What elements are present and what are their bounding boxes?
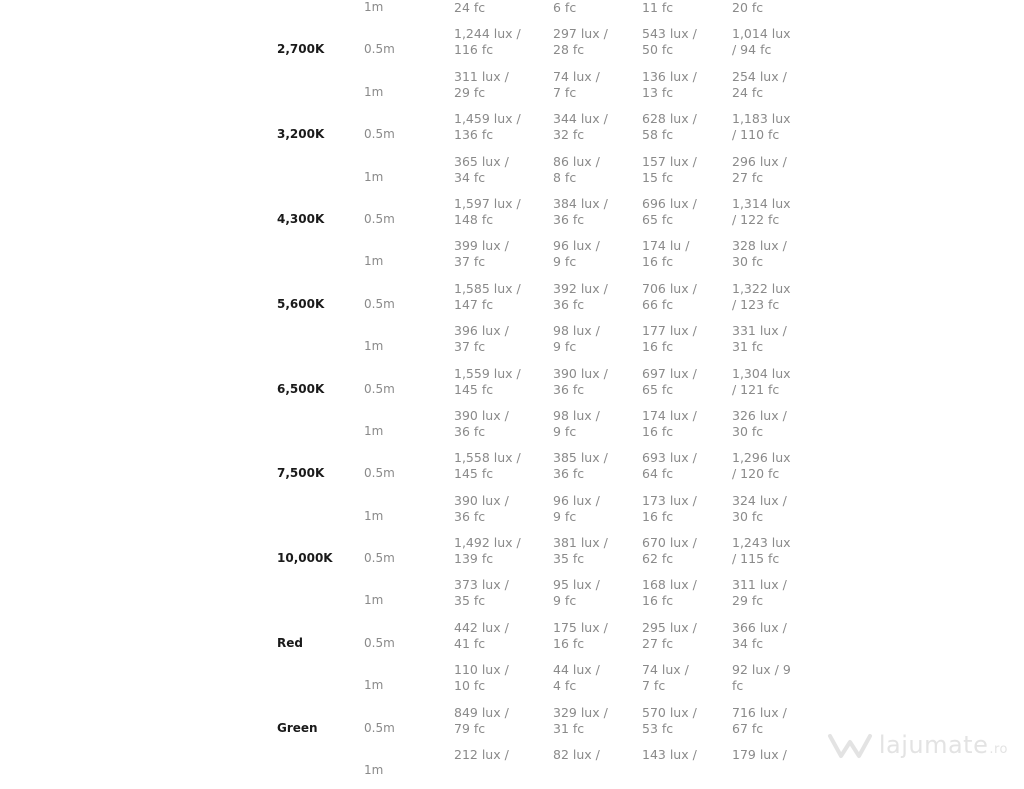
distance-cell: 1m <box>364 169 384 184</box>
illuminance-col4-cell: 1,322 lux / 123 fc <box>732 280 791 312</box>
illuminance-col3-cell: 11 fc <box>642 0 674 15</box>
illuminance-col1-cell: 1,559 lux / 145 fc <box>454 365 521 397</box>
illuminance-col4-cell: 179 lux / <box>732 747 787 763</box>
color-temperature-cell: Red <box>277 635 303 650</box>
illuminance-col1-cell: 110 lux / 10 fc <box>454 662 509 694</box>
table-row <box>0 26 1024 68</box>
color-temperature-cell: Green <box>277 720 318 735</box>
illuminance-col2-cell: 392 lux / 36 fc <box>553 280 608 312</box>
distance-cell: 0.5m <box>364 551 395 566</box>
distance-cell: 0.5m <box>364 296 395 311</box>
illuminance-col2-cell: 385 lux / 36 fc <box>553 450 608 482</box>
distance-cell: 1m <box>364 0 384 14</box>
table-row <box>0 0 1024 26</box>
table-row <box>0 69 1024 111</box>
illuminance-col1-cell: 24 fc <box>454 0 486 15</box>
illuminance-col4-cell: 326 lux / 30 fc <box>732 407 787 439</box>
illuminance-col4-cell: 1,183 lux / 110 fc <box>732 111 791 143</box>
illuminance-col2-cell: 175 lux / 16 fc <box>553 619 608 651</box>
illuminance-col3-cell: 696 lux / 65 fc <box>642 195 697 227</box>
illuminance-col1-cell: 1,492 lux / 139 fc <box>454 535 521 567</box>
table-row <box>0 196 1024 238</box>
illuminance-col3-cell: 670 lux / 62 fc <box>642 535 697 567</box>
distance-cell: 1m <box>364 423 384 438</box>
illuminance-col1-cell: 390 lux / 36 fc <box>454 492 509 524</box>
illuminance-col1-cell: 1,558 lux / 145 fc <box>454 450 521 482</box>
illuminance-col1-cell: 311 lux / 29 fc <box>454 68 509 100</box>
illuminance-col1-cell: 396 lux / 37 fc <box>454 323 509 355</box>
table-row <box>0 535 1024 577</box>
illuminance-col3-cell: 177 lux / 16 fc <box>642 323 697 355</box>
illuminance-col3-cell: 143 lux / <box>642 747 697 763</box>
illuminance-col4-cell: 92 lux / 9 fc <box>732 662 791 694</box>
illuminance-col4-cell: 1,243 lux / 115 fc <box>732 535 791 567</box>
color-temperature-cell: 4,300K <box>277 211 325 226</box>
illuminance-col3-cell: 157 lux / 15 fc <box>642 153 697 185</box>
illuminance-col3-cell: 174 lux / 16 fc <box>642 407 697 439</box>
table-row <box>0 366 1024 408</box>
watermark-suffix: .ro <box>989 741 1008 757</box>
illuminance-col3-cell: 693 lux / 64 fc <box>642 450 697 482</box>
illuminance-col4-cell: 324 lux / 30 fc <box>732 492 787 524</box>
distance-cell: 1m <box>364 254 384 269</box>
illuminance-col2-cell: 86 lux / 8 fc <box>553 153 600 185</box>
illuminance-col1-cell: 1,597 lux / 148 fc <box>454 195 521 227</box>
illuminance-col2-cell: 98 lux / 9 fc <box>553 407 600 439</box>
table-row <box>0 493 1024 535</box>
table-row <box>0 450 1024 492</box>
table-row <box>0 408 1024 450</box>
distance-cell: 0.5m <box>364 42 395 57</box>
illuminance-col1-cell: 365 lux / 34 fc <box>454 153 509 185</box>
illuminance-col4-cell: 1,304 lux / 121 fc <box>732 365 791 397</box>
illuminance-col2-cell: 95 lux / 9 fc <box>553 577 600 609</box>
illuminance-col1-cell: 373 lux / 35 fc <box>454 577 509 609</box>
table-row <box>0 154 1024 196</box>
illuminance-col3-cell: 173 lux / 16 fc <box>642 492 697 524</box>
illuminance-col3-cell: 168 lux / 16 fc <box>642 577 697 609</box>
illuminance-col3-cell: 697 lux / 65 fc <box>642 365 697 397</box>
table-row <box>0 662 1024 704</box>
illuminance-col4-cell: 328 lux / 30 fc <box>732 238 787 270</box>
illuminance-col4-cell: 716 lux / 67 fc <box>732 704 787 736</box>
illuminance-col2-cell: 344 lux / 32 fc <box>553 111 608 143</box>
illuminance-col2-cell: 44 lux / 4 fc <box>553 662 600 694</box>
illuminance-col3-cell: 295 lux / 27 fc <box>642 619 697 651</box>
illuminance-col4-cell: 1,014 lux / 94 fc <box>732 26 791 58</box>
illuminance-col3-cell: 174 lu / 16 fc <box>642 238 690 270</box>
color-temperature-cell: 2,700K <box>277 42 325 57</box>
distance-cell: 0.5m <box>364 720 395 735</box>
table-row <box>0 577 1024 619</box>
color-temperature-cell: 3,200K <box>277 127 325 142</box>
illuminance-col1-cell: 1,459 lux / 136 fc <box>454 111 521 143</box>
illuminance-col2-cell: 390 lux / 36 fc <box>553 365 608 397</box>
illuminance-col2-cell: 98 lux / 9 fc <box>553 323 600 355</box>
illuminance-col3-cell: 628 lux / 58 fc <box>642 111 697 143</box>
illuminance-col1-cell: 212 lux / <box>454 747 509 763</box>
illuminance-col4-cell: 311 lux / 29 fc <box>732 577 787 609</box>
table-row <box>0 323 1024 365</box>
illuminance-col1-cell: 399 lux / 37 fc <box>454 238 509 270</box>
illuminance-col4-cell: 254 lux / 24 fc <box>732 68 787 100</box>
distance-cell: 0.5m <box>364 381 395 396</box>
distance-cell: 1m <box>364 508 384 523</box>
watermark <box>827 730 1008 760</box>
color-temperature-cell: 6,500K <box>277 381 325 396</box>
table-row <box>0 281 1024 323</box>
color-temperature-cell: 5,600K <box>277 296 325 311</box>
illuminance-col2-cell: 381 lux / 35 fc <box>553 535 608 567</box>
distance-cell: 0.5m <box>364 466 395 481</box>
illuminance-col4-cell: 366 lux / 34 fc <box>732 619 787 651</box>
color-temperature-cell: 10,000K <box>277 551 333 566</box>
illuminance-col4-cell: 1,314 lux / 122 fc <box>732 195 791 227</box>
illuminance-col3-cell: 74 lux / 7 fc <box>642 662 689 694</box>
illuminance-col1-cell: 1,585 lux / 147 fc <box>454 280 521 312</box>
illuminance-col2-cell: 329 lux / 31 fc <box>553 704 608 736</box>
illuminance-col4-cell: 1,296 lux / 120 fc <box>732 450 791 482</box>
illuminance-col2-cell: 6 fc <box>553 0 577 15</box>
distance-cell: 0.5m <box>364 211 395 226</box>
illuminance-col2-cell: 297 lux / 28 fc <box>553 26 608 58</box>
illuminance-col3-cell: 706 lux / 66 fc <box>642 280 697 312</box>
illuminance-col1-cell: 442 lux / 41 fc <box>454 619 509 651</box>
lajumate-logo-icon <box>827 730 873 760</box>
illuminance-col2-cell: 74 lux / 7 fc <box>553 68 600 100</box>
table-row <box>0 620 1024 662</box>
illuminance-col3-cell: 570 lux / 53 fc <box>642 704 697 736</box>
illuminance-col2-cell: 384 lux / 36 fc <box>553 195 608 227</box>
table-row <box>0 238 1024 280</box>
illuminance-col2-cell: 96 lux / 9 fc <box>553 238 600 270</box>
watermark-text: lajumate <box>878 731 989 759</box>
illuminance-col4-cell: 296 lux / 27 fc <box>732 153 787 185</box>
color-temperature-cell: 7,500K <box>277 466 325 481</box>
illuminance-col3-cell: 543 lux / 50 fc <box>642 26 697 58</box>
distance-cell: 1m <box>364 593 384 608</box>
distance-cell: 1m <box>364 84 384 99</box>
illuminance-col1-cell: 390 lux / 36 fc <box>454 407 509 439</box>
illuminance-col2-cell: 96 lux / 9 fc <box>553 492 600 524</box>
distance-cell: 1m <box>364 339 384 354</box>
illuminance-col2-cell: 82 lux / <box>553 747 600 763</box>
illuminance-col3-cell: 136 lux / 13 fc <box>642 68 697 100</box>
table-row <box>0 111 1024 153</box>
illuminance-col4-cell: 20 fc <box>732 0 764 15</box>
distance-cell: 0.5m <box>364 635 395 650</box>
illuminance-col1-cell: 1,244 lux / 116 fc <box>454 26 521 58</box>
distance-cell: 1m <box>364 678 384 693</box>
distance-cell: 1m <box>364 763 384 778</box>
illuminance-col1-cell: 849 lux / 79 fc <box>454 704 509 736</box>
distance-cell: 0.5m <box>364 127 395 142</box>
illuminance-col4-cell: 331 lux / 31 fc <box>732 323 787 355</box>
